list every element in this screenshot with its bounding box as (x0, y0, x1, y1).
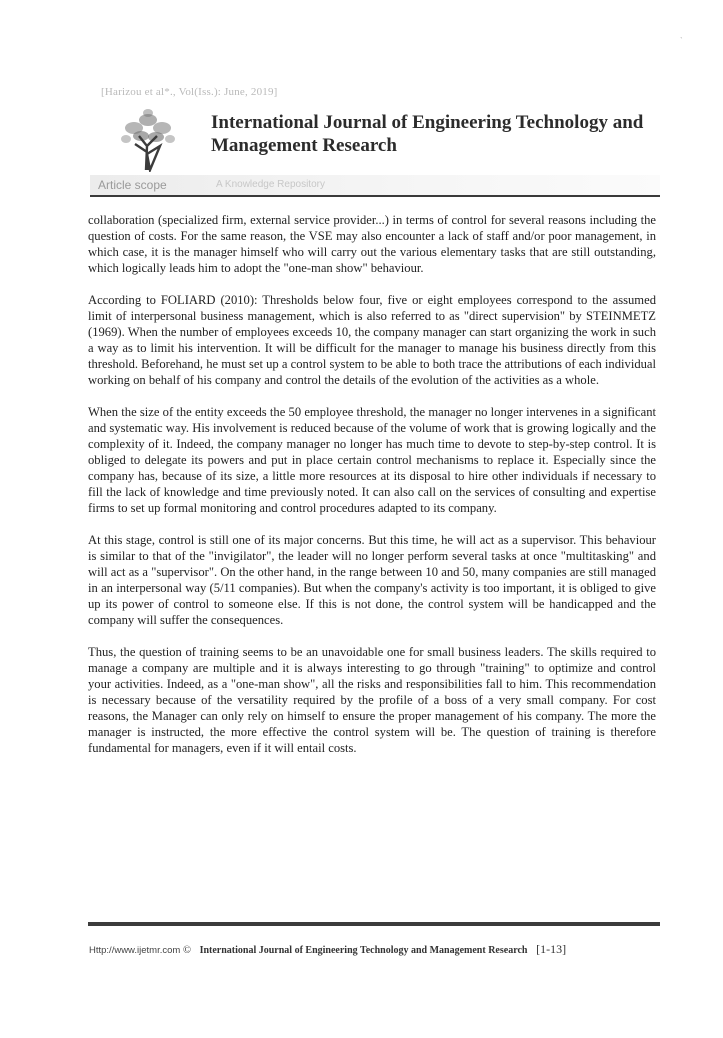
journal-title-line-1: International Journal of Engineering Technology and (211, 112, 644, 133)
article-scope-band (90, 175, 660, 197)
page-range: [1-13] (536, 942, 567, 956)
copyright-icon: © (182, 945, 191, 956)
journal-title-line-2: Management Research (211, 135, 397, 156)
scan-mark: ` (680, 36, 683, 45)
citation-header: [Harizou et al*., Vol(Iss.): June, 2019] (101, 86, 278, 98)
paragraph: collaboration (specialized firm, external service provider...) in terms of control for several reasons including the question of costs. For the same reason, the VSE may also encounter a lack of staff and/or poor management, in which case, it is the manager himself who will carry out the various elementary tasks that are still outstanding, which logically leads him to adopt the "one-man show" behaviour. (88, 213, 656, 275)
journal-title (211, 111, 661, 157)
paragraph: When the size of the entity exceeds the 50 employee threshold, the manager no longer intervenes in a significant and systematic way. His involvement is reduced because of the volume of work that is growing logically and the complexity of it. Indeed, the company manager no longer has much time to devote to step-by-step control. It is obliged to delegate its powers and put in place certain control mechanisms to replace it. Especially since the company has, because of its size, a little more resources at its disposal to hire other individuals if necessary to fill the lack of knowledge and time previously noted. It can also call on the services of consulting and expertise firms to set up formal monitoring and control procedures adapted to its company. (88, 405, 656, 515)
article-body (88, 212, 656, 772)
header-rule (90, 195, 660, 197)
page-footer (89, 942, 661, 957)
paragraph: Thus, the question of training seems to be an unavoidable one for small business leaders. The skills required to manage a company are multiple and it is always interesting to go through "training" to optimize and control your activities. Indeed, as a "one-man show", all the risks and responsibilities fall to him. This recommendation is necessary because of the versatility required by the profile of a boss of a very small company. For cost reasons, the Manager can only rely on himself to ensure the proper management of his company. The more the manager is instructed, the more effective the control system will be. The question of training is therefore fundamental for managers, even if it will entail costs. (88, 645, 656, 755)
tree-logo-icon (117, 106, 179, 172)
footer-rule (88, 922, 660, 926)
paragraph: According to FOLIARD (2010): Thresholds below four, five or eight employees correspond to the assumed limit of interpersonal business management, which is also referred to as "direct supervision" by STEINMETZ (1969). When the number of employees exceeds 10, the company manager can start organizing the work in such a way as to limit his intervention. It will be difficult for the manager to manage his business directly from this threshold. Beforehand, he must set up a control system to be able to both trace the attributions of each individual working on behalf of his company and control the details of the evolution of the activities as a whole. (88, 293, 656, 387)
article-scope-label: Article scope (98, 178, 167, 192)
footer-journal-name: International Journal of Engineering Technology and Management Research (199, 945, 528, 956)
article-scope-value: A Knowledge Repository (216, 179, 325, 190)
band-shade (90, 175, 660, 195)
paragraph: At this stage, control is still one of its major concerns. But this time, he will act as a supervisor. This behaviour is similar to that of the "invigilator", the leader will no longer perform several tasks at once "multitasking" and will act as a "supervisor". On the other hand, in the range between 10 and 50, many companies are still managed in an interpersonal way (5/11 companies). But when the company's activity is too important, it is obliged to give up its power of control to someone else. If this is not done, the control system will be handicapped and the company will suffer the consequences. (88, 533, 656, 627)
footer-url-link[interactable]: Http://www.ijetmr.com (89, 945, 181, 956)
